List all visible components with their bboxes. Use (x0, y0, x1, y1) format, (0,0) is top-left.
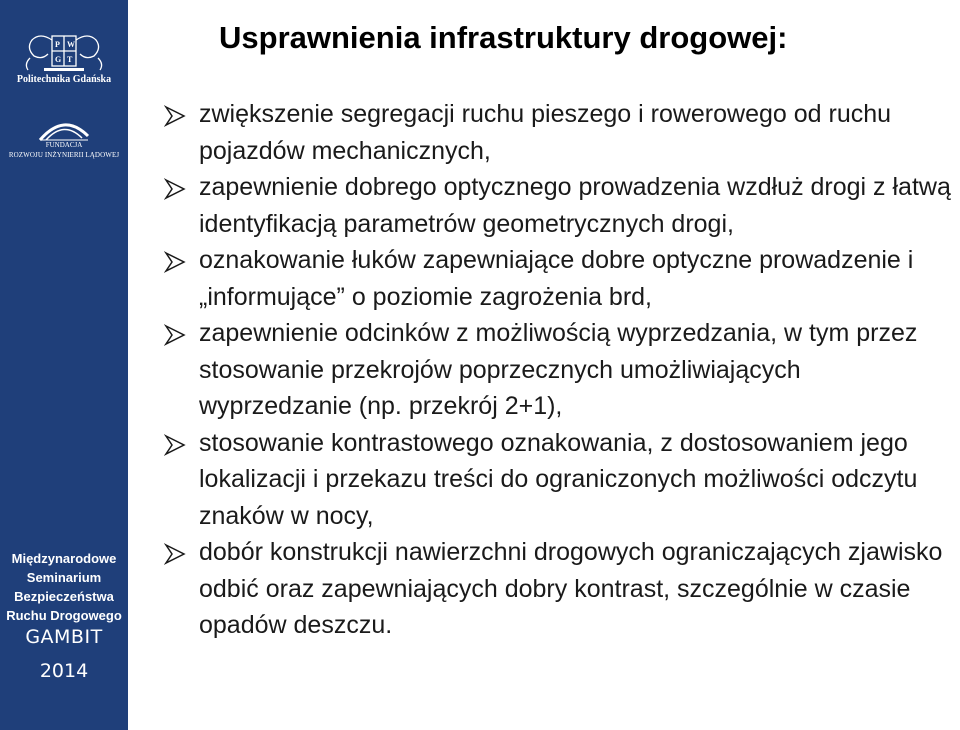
foundation-bridge-icon (38, 116, 90, 142)
arrowhead-bullet-icon (164, 251, 186, 273)
seminar-line: Seminarium (26, 570, 102, 585)
arrowhead-bullet-icon (164, 543, 186, 565)
svg-text:G: G (55, 55, 62, 64)
sidebar (0, 0, 128, 730)
bullet-text: zapewnienie dobrego optycznego prowadzenia wzdłuż drogi z łatwą identyfikacją parametrów geometrycznych drogi, (199, 173, 951, 238)
svg-text:W: W (67, 40, 75, 49)
university-name: Politechnika Gdańska (16, 74, 112, 85)
arrowhead-bullet-icon (164, 105, 186, 127)
svg-text:T: T (67, 55, 73, 64)
bullet-item (160, 315, 960, 425)
foundation-name-line1: FUNDACJA (45, 141, 83, 149)
slide-title: Usprawnienia infrastruktury drogowej: (219, 20, 788, 55)
bullet-list (160, 96, 960, 644)
seminar-line: Międzynarodowe (11, 551, 117, 566)
bullet-text: oznakowanie łuków zapewniające dobre optyczne prowadzenie i „informujące” o poziomie zagrożenia brd, (199, 246, 914, 311)
bullet-text: stosowanie kontrastowego oznakowania, z dostosowaniem jego lokalizacji i przekazu treści do ograniczonych możliwości odczytu znaków w nocy, (199, 428, 918, 530)
bullet-item (160, 534, 960, 644)
bullet-item (160, 96, 960, 169)
arrowhead-bullet-icon (164, 434, 186, 456)
seminar-line: Bezpieczeństwa (14, 589, 114, 604)
bullet-item (160, 169, 960, 242)
seminar-line: Ruchu Drogowego (6, 608, 122, 623)
event-year: 2014 (39, 660, 89, 682)
bullet-item (160, 242, 960, 315)
arrowhead-bullet-icon (164, 178, 186, 200)
bullet-item (160, 425, 960, 535)
bullet-text: zapewnienie odcinków z możliwością wyprzedzania, w tym przez stosowanie przekrojów poprzecznych umożliwiających wyprzedzanie (np. przekrój 2+1), (199, 319, 918, 420)
bullet-text: zwiększenie segregacji ruchu pieszego i rowerowego od ruchu pojazdów mechanicznych, (199, 100, 892, 165)
svg-text:P: P (55, 40, 60, 49)
bullet-text: dobór konstrukcji nawierzchni drogowych ograniczających zjawisko odbić oraz zapewniających dobry kontrast, szczególnie w czasie opadów deszczu. (199, 538, 943, 639)
seminar-name (0, 549, 128, 625)
arrowhead-bullet-icon (164, 324, 186, 346)
event-name: GAMBIT (25, 626, 103, 648)
foundation-name-line2: ROZWOJU INŻYNIERII LĄDOWEJ (8, 151, 120, 159)
